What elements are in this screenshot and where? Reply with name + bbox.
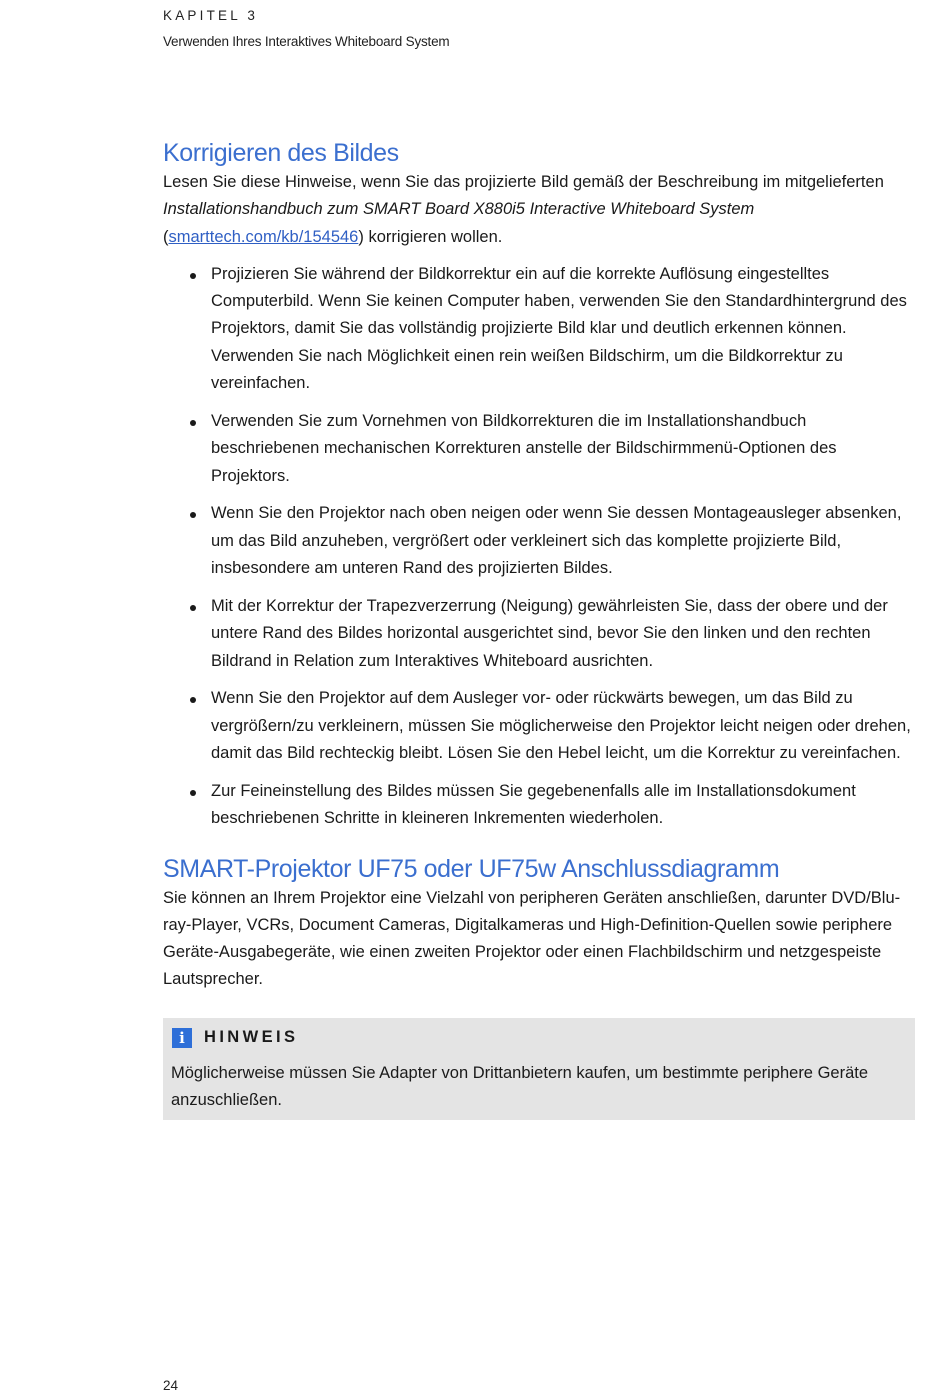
page-content [163,137,915,1120]
list-item-text: Zur Feineinstellung des Bildes müssen Sie gegebenenfalls alle im Installationsdokument beschriebenen Schritte in kleineren Inkrementen wiederholen. [211,781,856,828]
section-anschlussdiagramm [163,853,915,994]
intro-text: Lesen Sie diese Hinweise, wenn Sie das projizierte Bild gemäß der Beschreibung im mitgelieferten [163,173,884,191]
list-item-text: Projizieren Sie während der Bildkorrektur ein auf die korrekte Auflösung eingestelltes Computerbild. Wenn Sie keinen Computer haben, verwenden Sie den Standardhintergrund des Projektors, damit Sie das vollständig projizierte Bild klar und deutlich erkennen können. Verwenden Sie nach Möglichkeit einen rein weißen Bildschirm, um die Bildkorrektur zu vereinfachen. [211,264,907,393]
page-number: 24 [163,1378,179,1393]
list-item [163,593,915,675]
chapter-title: Verwenden Ihres Interaktives Whiteboard System [163,34,450,49]
chapter-label: KAPITEL 3 [163,8,259,23]
bullet-icon [190,512,196,518]
manual-title: Installationshandbuch zum SMART Board X880i5 Interactive Whiteboard System [163,200,755,219]
bullet-icon [190,605,196,611]
note-header [171,1026,907,1050]
list-item [163,685,915,767]
list-item-text: Wenn Sie den Projektor nach oben neigen oder wenn Sie dessen Montageausleger absenken, um das Bild anzuheben, vergrößert oder verkleinert sich das komplette projizierte Bild, insbesondere am unteren Rand des projizierten Bildes. [211,504,902,578]
section-heading-anschlussdiagramm: SMART-Projektor UF75 oder UF75w Anschlussdiagramm [163,854,780,883]
section-intro [163,169,915,251]
info-icon: i [172,1028,192,1048]
note-text: Möglicherweise müssen Sie Adapter von Drittanbietern kaufen, um bestimmte periphere Geräte anzuschließen. [171,1063,869,1109]
kb-link[interactable]: smarttech.com/kb/154546 [168,227,359,246]
list-item [163,408,915,490]
list-item [163,778,915,833]
section-heading-korrigieren: Korrigieren des Bildes [163,139,399,167]
bullet-icon [190,790,196,796]
bullet-icon [190,420,196,426]
list-item-text: Verwenden Sie zum Vornehmen von Bildkorrekturen die im Installationshandbuch beschriebenen mechanischen Korrekturen anstelle der Bildschirmmenü-Optionen des Projektors. [211,411,837,485]
note-title: HINWEIS [204,1028,299,1047]
section-paragraph: Sie können an Ihrem Projektor eine Vielzahl von peripheren Geräten anschließen, darunter DVD/Blu-ray-Player, VCRs, Document Cameras, Digitalkameras und High-Definition-Quellen sowie periphere Geräte-Ausgabegeräte, wie einen zweiten Projektor oder einen Flachbildschirm und netzgespeiste Lautsprecher. [163,888,901,989]
correction-tips-list [163,261,915,833]
list-item [163,261,915,397]
bullet-icon [190,273,196,279]
intro-text: ) korrigieren wollen. [358,227,503,246]
list-item [163,500,915,582]
bullet-icon [190,697,196,703]
intro-text: ( [163,227,169,246]
list-item-text: Mit der Korrektur der Trapezverzerrung (Neigung) gewährleisten Sie, dass der obere und der untere Rand des Bildes horizontal ausgerichtet sind, bevor Sie den linken und den rechten Bildrand in Relation zum Interaktives Whiteboard ausrichten. [211,596,888,670]
list-item-text: Wenn Sie den Projektor auf dem Ausleger vor- oder rückwärts bewegen, um das Bild zu vergrößern/zu verkleinern, müssen Sie möglicherweise den Projektor leicht neigen oder drehen, damit das Bild rechteckig bleibt. Lösen Sie den Hebel leicht, um die Korrektur zu vereinfachen. [211,689,911,763]
note-box [163,1018,915,1121]
